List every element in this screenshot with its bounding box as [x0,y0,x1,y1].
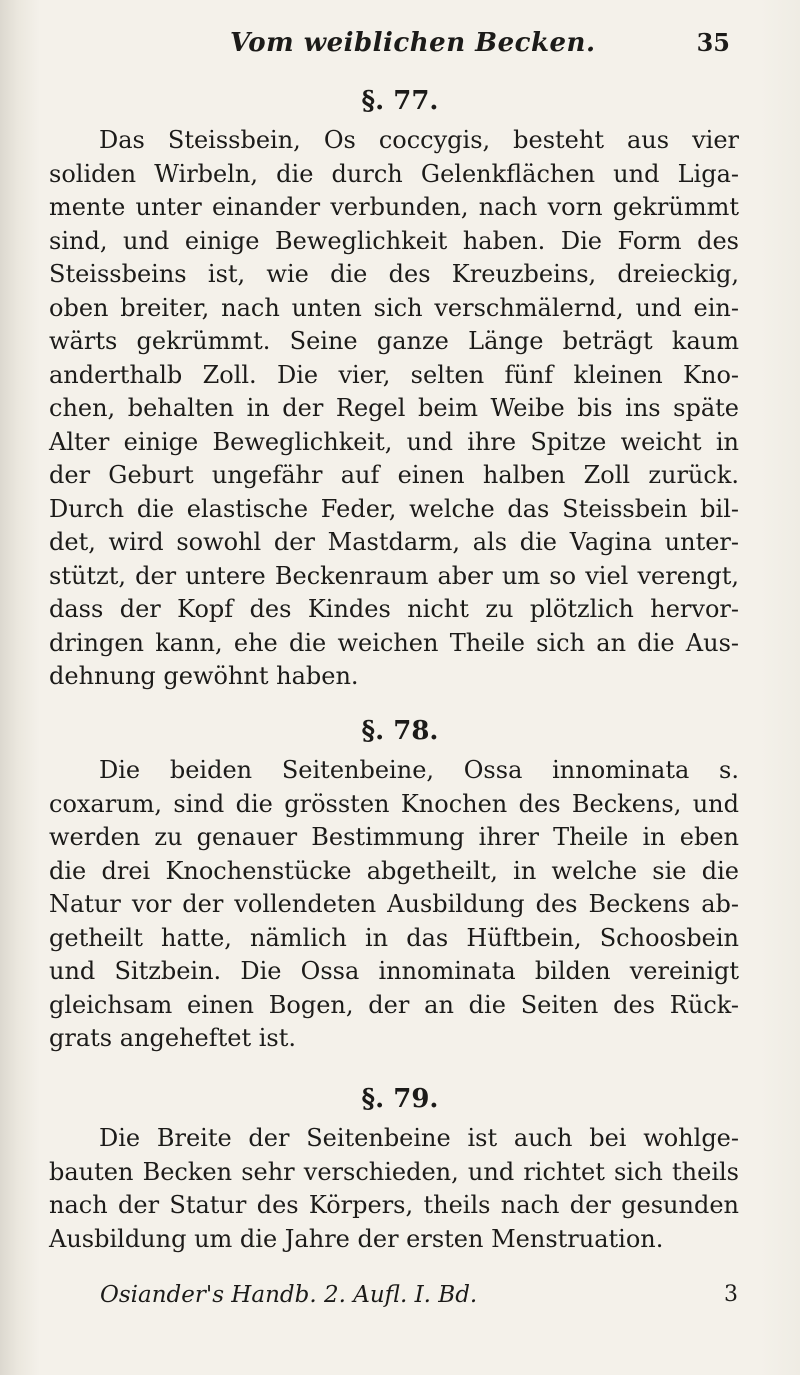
text-line: sind, und einige Beweglichkeit haben. Die Form des [49,226,739,255]
printer-signature: Osiander's Handb. 2. Aufl. I. Bd. [100,1282,478,1308]
text-line: Durch die elastische Feder, welche das Steissbein bil- [49,494,739,523]
text-line: grats angeheftet ist. [49,1024,296,1052]
text-line: der Geburt ungefähr auf einen halben Zoll zurück. [49,461,739,489]
text-line: gleichsam einen Bogen, der an die Seiten des Rück- [49,990,739,1019]
text-line: wärts gekrümmt. Seine ganze Länge beträgt kaum [49,327,739,355]
signature-mark: 3 [724,1282,738,1307]
text-line: getheilt hatte, nämlich in das Hüftbein, Schoosbein [49,923,739,952]
text-line: oben breiter, nach unten sich verschmälernd, und ein- [49,293,739,322]
paragraph-79 [49,1122,739,1256]
text-line: chen, behalten in der Regel beim Weibe bis ins späte [49,394,739,422]
text-line: soliden Wirbeln, die durch Gelenkflächen und Liga- [49,159,739,188]
section-heading-79: §. 79. [361,1084,439,1114]
text-line: bauten Becken sehr verschieden, und richtet sich theils [49,1157,739,1186]
text-line: Natur vor der vollendeten Ausbildung des Beckens ab- [49,890,739,918]
text-line: Alter einige Beweglichkeit, und ihre Spitze weicht in [49,427,739,456]
signature-line [100,1282,738,1318]
text-line: coxarum, sind die grössten Knochen des Beckens, und [49,789,739,818]
paragraph-78 [49,754,739,1056]
text-line: Das Steissbein, Os coccygis, besteht aus vier [99,126,739,154]
text-line: nach der Statur des Körpers, theils nach der gesunden [49,1191,739,1219]
page-number: 35 [696,28,730,57]
text-line: und Sitzbein. Die Ossa innominata bilden vereinigt [49,957,739,985]
text-line: det, wird sowohl der Mastdarm, als die Vagina unter- [49,528,739,556]
text-line: Steissbeins ist, wie die des Kreuzbeins, dreieckig, [49,260,739,288]
running-title: Vom weiblichen Becken. [230,28,596,58]
section-heading-78: §. 78. [361,716,439,746]
text-line: anderthalb Zoll. Die vier, selten fünf kleinen Kno- [49,360,739,389]
text-line: mente unter einander verbunden, nach vorn gekrümmt [49,193,739,221]
text-line: dehnung gewöhnt haben. [49,662,359,690]
text-line: werden zu genauer Bestimmung ihrer Theile in eben [49,823,739,851]
text-line: stützt, der untere Beckenraum aber um so viel verengt, [49,561,739,590]
text-line: die drei Knochenstücke abgetheilt, in welche sie die [49,856,739,885]
section-heading-77: §. 77. [361,86,439,116]
paragraph-77 [49,124,739,694]
running-header [230,28,730,68]
text-line: Die beiden Seitenbeine, Ossa innominata s. [99,756,739,784]
text-line: Die Breite der Seitenbeine ist auch bei wohlge- [99,1124,739,1152]
text-line: Ausbildung um die Jahre der ersten Menstruation. [49,1224,664,1253]
text-line: dass der Kopf des Kindes nicht zu plötzlich hervor- [49,595,739,623]
text-line: dringen kann, ehe die weichen Theile sich an die Aus- [49,628,739,657]
